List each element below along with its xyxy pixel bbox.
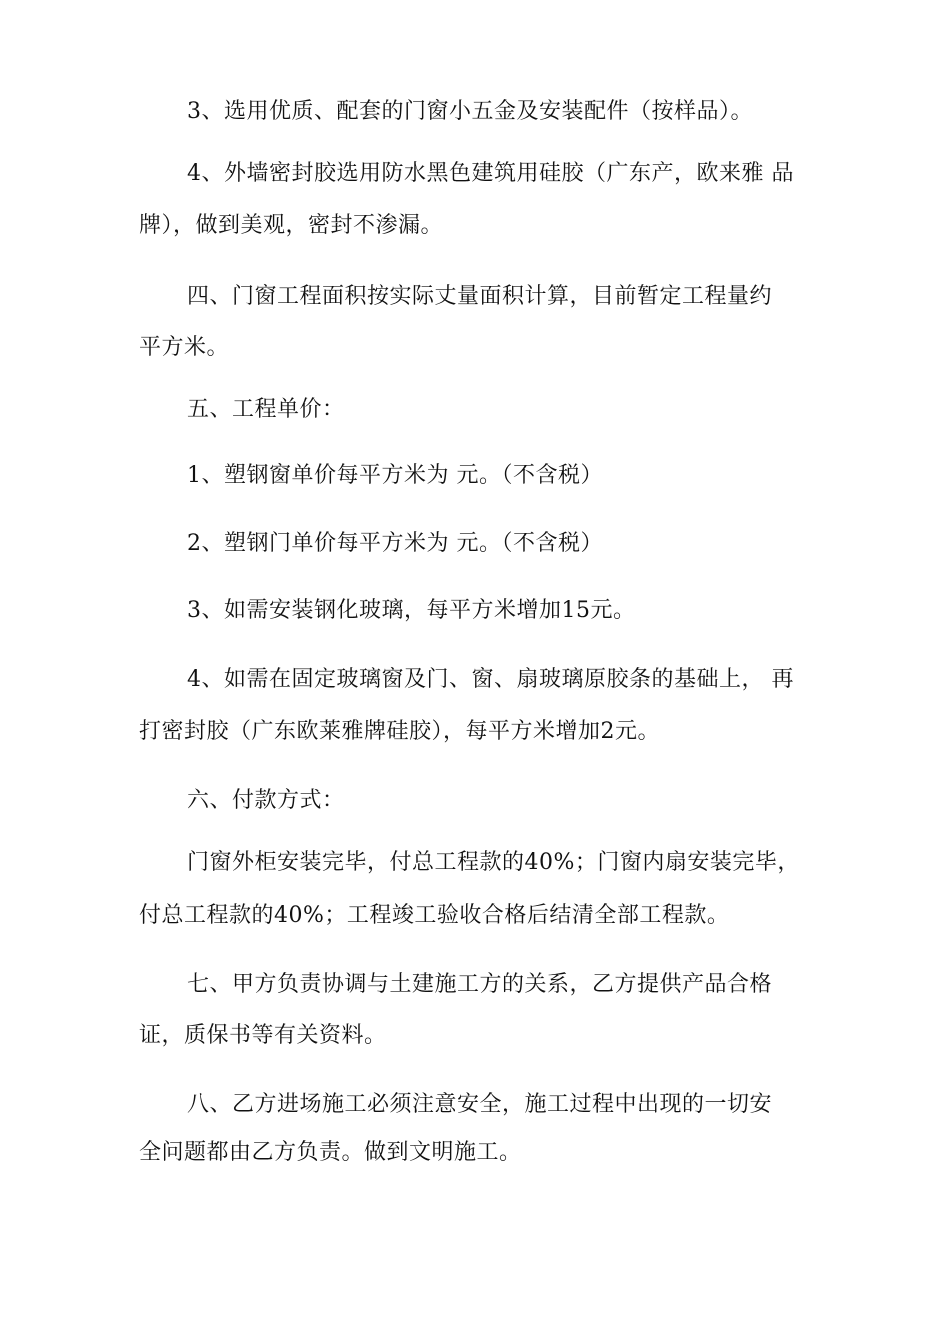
price-item-4-sealant-line-1: 4、如需在固定玻璃窗及门、窗、扇玻璃原胶条的基础上， 再 [187, 667, 794, 692]
section-8-line-2: 全问题都由乙方负责。做到文明施工。 [139, 1140, 522, 1165]
clause-4-sealant-line-1: 4、外墙密封胶选用防水黑色建筑用硅胶（广东产，欧来雅 品 [187, 161, 794, 186]
price-item-3-tempered-glass: 3、如需安装钢化玻璃，每平方米增加15元。 [187, 598, 636, 623]
clause-3-hardware: 3、选用优质、配套的门窗小五金及安装配件（按样品）。 [187, 99, 753, 124]
section-6-heading: 六、付款方式： [187, 788, 345, 813]
section-8-line-1: 八、乙方进场施工必须注意安全，施工过程中出现的一切安 [187, 1092, 773, 1117]
section-5-heading: 五、工程单价： [187, 397, 345, 422]
price-item-1-window: 1、塑钢窗单价每平方米为 元。（不含税） [187, 463, 603, 488]
section-4-area-line-1: 四、门窗工程面积按实际丈量面积计算，目前暂定工程量约 [187, 284, 773, 309]
payment-terms-line-1: 门窗外柜安装完毕，付总工程款的40%；门窗内扇安装完毕， [187, 850, 800, 875]
section-4-area-line-2: 平方米。 [139, 335, 230, 360]
price-item-4-sealant-line-2: 打密封胶（广东欧莱雅牌硅胶），每平方米增加2元。 [139, 719, 660, 744]
payment-terms-line-2: 付总工程款的40%；工程竣工验收合格后结清全部工程款。 [139, 903, 730, 928]
clause-4-sealant-line-2: 牌），做到美观，密封不渗漏。 [139, 213, 444, 238]
price-item-2-door: 2、塑钢门单价每平方米为 元。（不含税） [187, 531, 603, 556]
section-7-line-2: 证，质保书等有关资料。 [139, 1023, 387, 1048]
section-7-line-1: 七、甲方负责协调与土建施工方的关系，乙方提供产品合格 [187, 972, 773, 997]
